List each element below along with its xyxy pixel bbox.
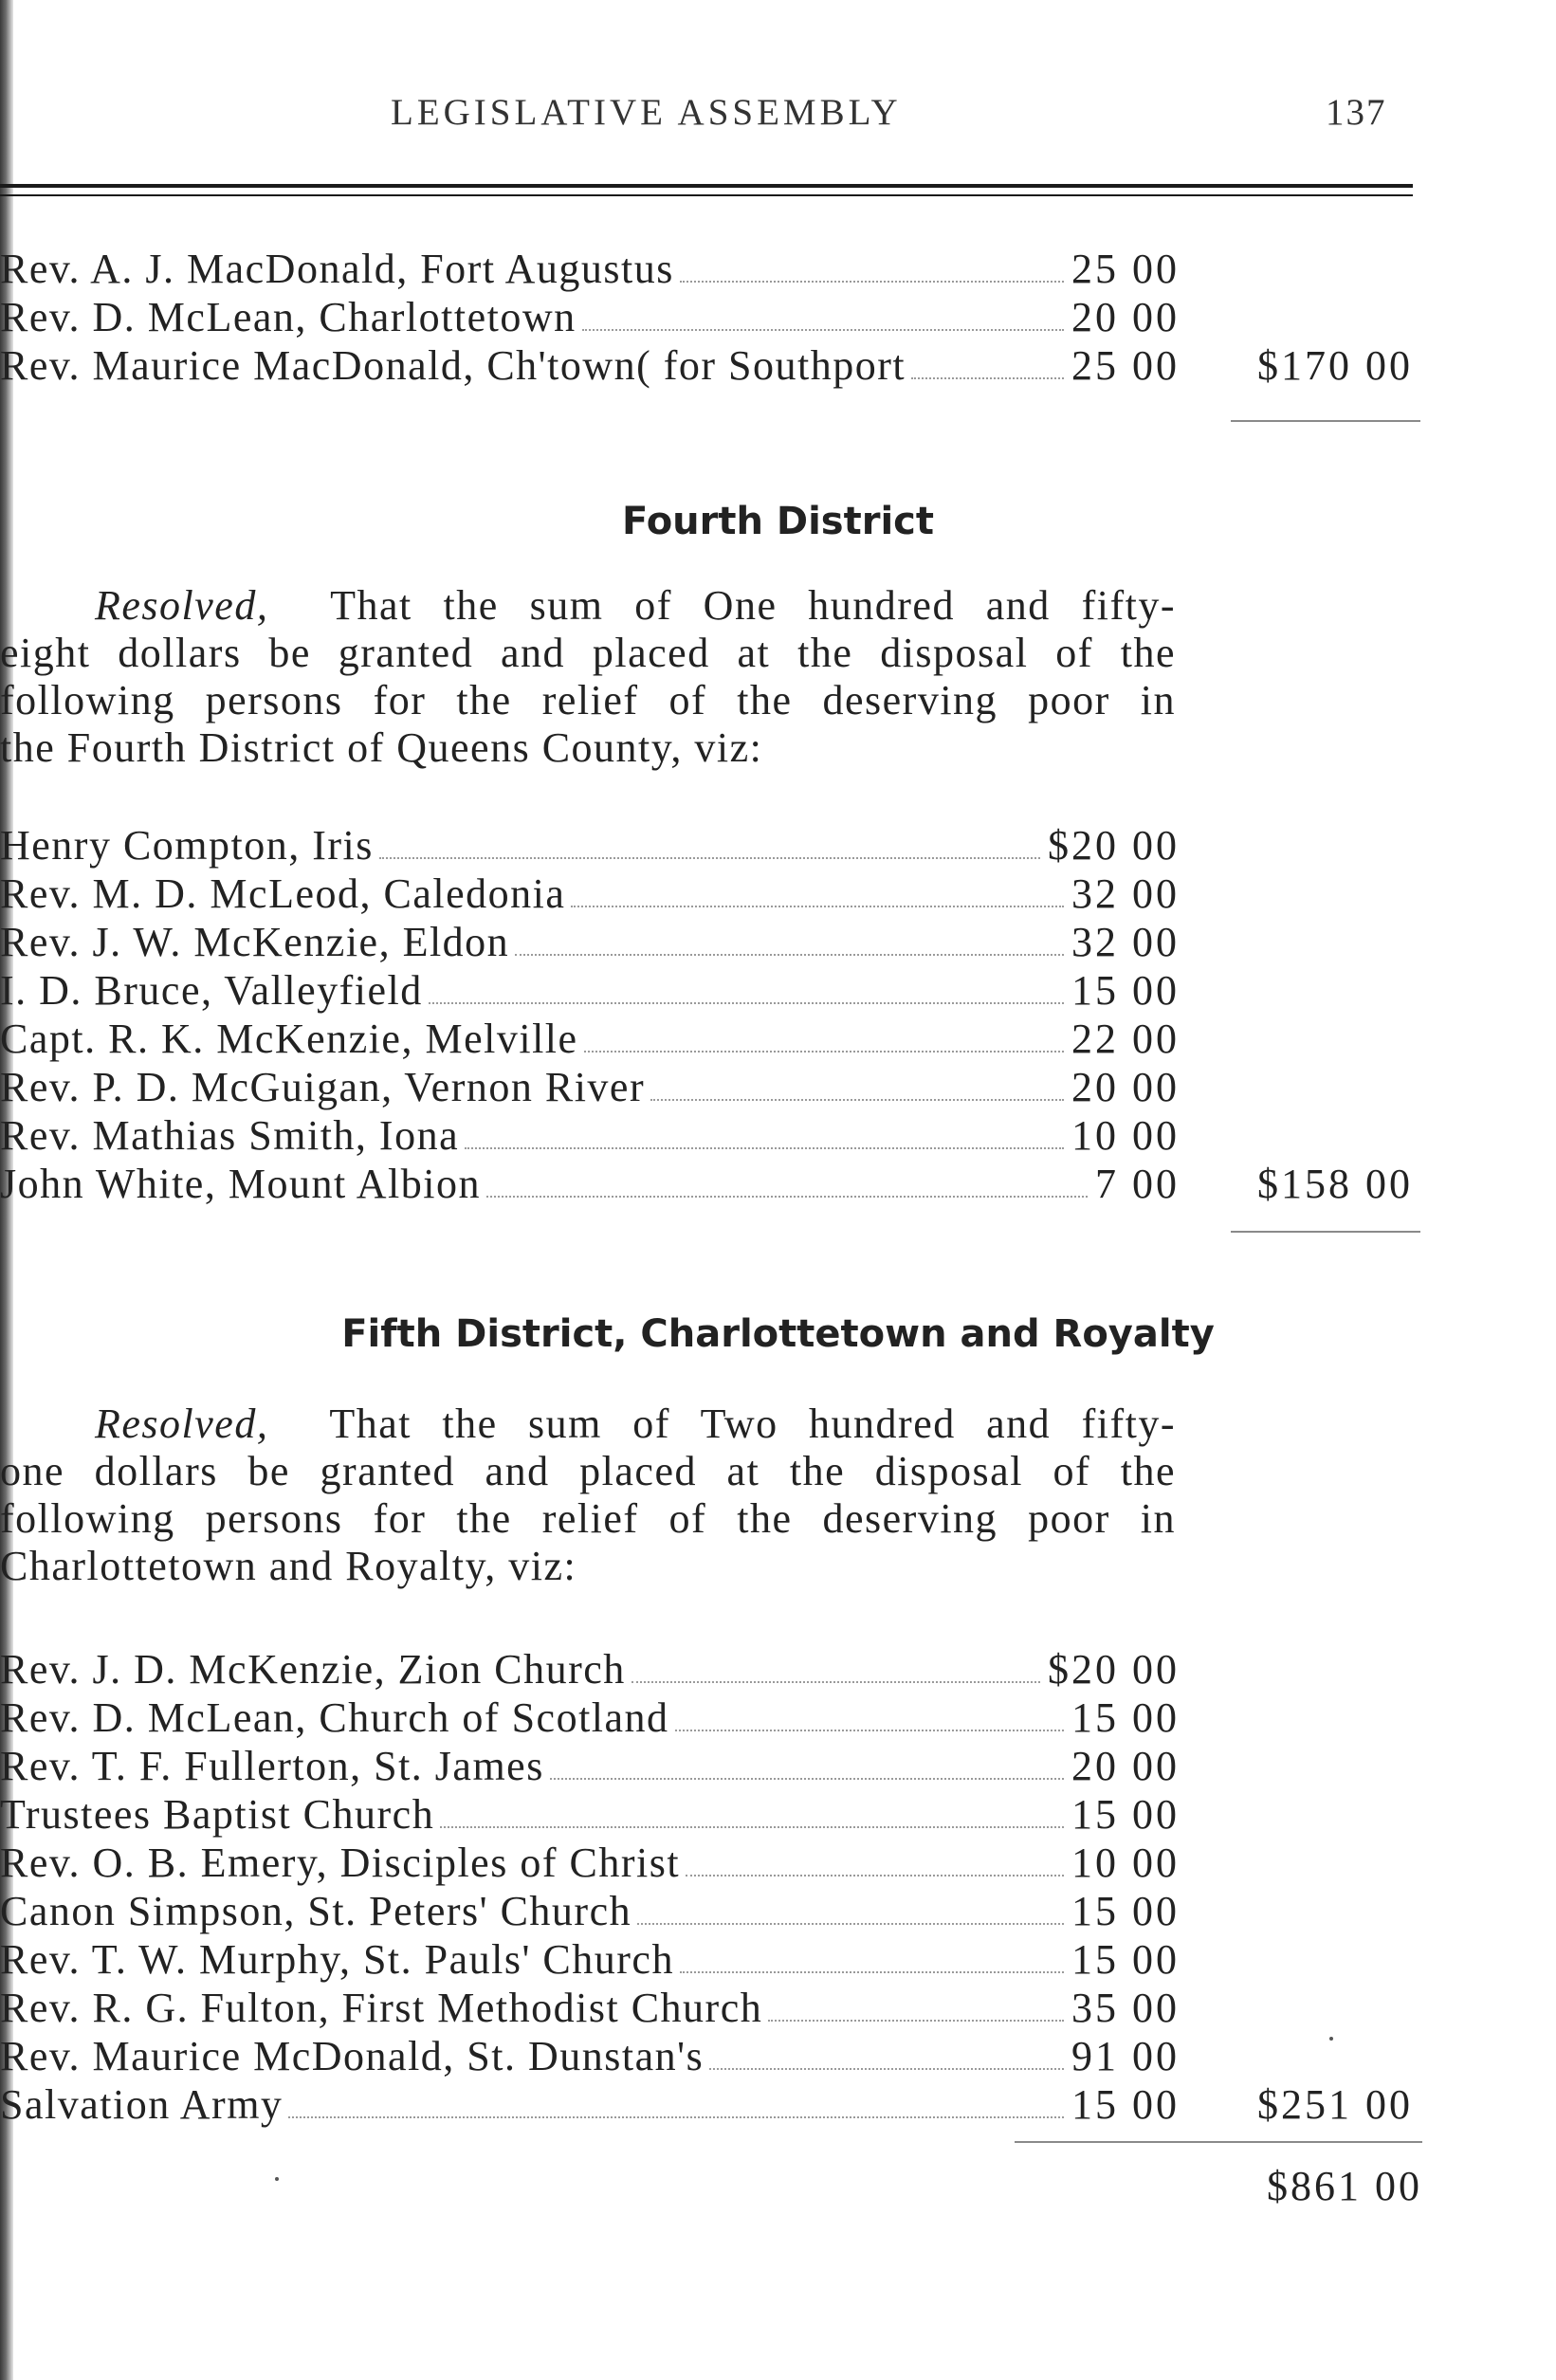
resolution-label: Resolved, (95, 582, 269, 629)
entry-amount: 22 00 (1071, 1016, 1180, 1062)
entry-amount: 91 00 (1071, 2033, 1180, 2079)
entry-name: Rev. R. G. Fulton, First Methodist Church (0, 1985, 763, 2031)
dot-leader (288, 2116, 1064, 2118)
dot-leader (650, 1099, 1064, 1101)
entry-amount: 32 00 (1071, 919, 1180, 965)
continued-entry-row (0, 245, 1556, 293)
entry-amount: 15 00 (1071, 1791, 1180, 1838)
entry-amount: 15 00 (1071, 1888, 1180, 1934)
dot-leader (486, 1196, 1088, 1198)
dot-leader (379, 857, 1040, 859)
fourth-district-resolution (0, 582, 1176, 772)
resolution-label: Resolved, (95, 1401, 269, 1447)
entry-name: Rev. P. D. McGuigan, Vernon River (0, 1064, 646, 1110)
continued-entry-row (0, 293, 1556, 341)
resolution-line: following persons for the relief of the deserving poor in (0, 677, 1176, 723)
entry-name: Canon Simpson, St. Peters' Church (0, 1888, 632, 1934)
fourth-district-entry-row (0, 870, 1556, 918)
print-speck (1329, 2037, 1333, 2041)
fourth-district-entry-row (0, 1015, 1556, 1063)
dot-leader (584, 1051, 1064, 1053)
page-number: 137 (1326, 92, 1387, 133)
resolution-line: following persons for the relief of the deserving poor in (0, 1495, 1176, 1542)
entry-amount: 25 00 (1071, 246, 1180, 292)
entry-name: Rev. T. F. Fullerton, St. James (0, 1743, 544, 1789)
entry-amount: 20 00 (1071, 1743, 1180, 1789)
district-subtotal: $170 00 (1257, 342, 1413, 389)
dot-leader (515, 954, 1064, 956)
fifth-district-entry-row (0, 1984, 1556, 2032)
fourth-district-entry-row (0, 1111, 1556, 1160)
fourth-district-entry-row (0, 821, 1556, 870)
fourth-district-entries-list (0, 821, 1556, 1208)
dot-leader (582, 329, 1064, 331)
entry-amount: 20 00 (1071, 1064, 1180, 1110)
resolution-line: one dollars be granted and placed at the disposal of the (0, 1448, 1176, 1494)
fourth-district-entry-row (0, 966, 1556, 1015)
fifth-district-entry-row (0, 1790, 1556, 1839)
entry-name: I. D. Bruce, Valleyfield (0, 967, 423, 1014)
resolution-line (0, 582, 1176, 630)
fourth-district-entry-row (0, 1160, 1556, 1208)
entry-name: Rev. D. McLean, Charlottetown (0, 294, 577, 340)
header-rule-thick (0, 184, 1413, 188)
resolution-line: eight dollars be granted and placed at the disposal of the (0, 630, 1176, 676)
entry-name: Rev. T. W. Murphy, St. Pauls' Church (0, 1936, 674, 1983)
resolution-line (0, 1401, 1176, 1448)
continued-entry-row (0, 341, 1556, 390)
fifth-district-entry-row (0, 2080, 1556, 2129)
print-speck (275, 2177, 279, 2181)
entry-name: Henry Compton, Iris (0, 822, 374, 869)
entry-amount: 15 00 (1071, 967, 1180, 1014)
dot-leader (429, 1002, 1064, 1004)
entry-amount: 15 00 (1071, 1694, 1180, 1741)
dot-leader (550, 1778, 1064, 1780)
fourth-district-entry-row (0, 918, 1556, 966)
entry-name: Rev. J. D. McKenzie, Zion Church (0, 1646, 626, 1693)
resolution-line: the Fourth District of Queens County, viz: (0, 724, 763, 771)
fifth-district-entry-row (0, 1839, 1556, 1887)
dot-leader (632, 1681, 1040, 1683)
entry-name: Rev. M. D. McLeod, Caledonia (0, 870, 566, 917)
entry-name: Rev. D. McLean, Church of Scotland (0, 1694, 669, 1741)
entry-amount: 15 00 (1071, 2081, 1180, 2128)
fifth-district-heading: Fifth District, Charlottetown and Royalty (341, 1312, 1215, 1356)
entry-amount: 10 00 (1071, 1840, 1180, 1886)
resolution-line: Charlottetown and Royalty, viz: (0, 1543, 577, 1589)
fourth-district-heading: Fourth District (621, 500, 935, 543)
entry-name: Rev. Maurice MacDonald, Ch'town( for Southport (0, 342, 906, 389)
entry-name: Salvation Army (0, 2081, 284, 2128)
entry-amount: 20 00 (1071, 294, 1180, 340)
fourth-district-entry-row (0, 1063, 1556, 1111)
running-title: LEGISLATIVE ASSEMBLY (391, 92, 902, 133)
entry-name: Rev. J. W. McKenzie, Eldon (0, 919, 510, 965)
entry-name: John White, Mount Albion (0, 1161, 481, 1207)
entry-amount: $20 00 (1048, 1646, 1180, 1693)
fifth-district-entry-row (0, 1645, 1556, 1693)
entry-amount: 15 00 (1071, 1936, 1180, 1983)
running-header (0, 91, 1556, 148)
fifth-district-entries-list (0, 1645, 1556, 2129)
resolution-text: That the sum of One hundred and fifty- (330, 582, 1176, 629)
dot-leader (571, 906, 1064, 907)
entry-amount: 35 00 (1071, 1985, 1180, 2031)
entry-name: Capt. R. K. McKenzie, Melville (0, 1016, 578, 1062)
subtotal-rule (1231, 1231, 1420, 1233)
district-subtotal: $251 00 (1257, 2081, 1413, 2128)
fifth-district-resolution (0, 1401, 1176, 1590)
fifth-district-entry-row (0, 1693, 1556, 1742)
entry-amount: $20 00 (1048, 822, 1180, 869)
dot-leader (440, 1826, 1064, 1828)
entry-amount: 10 00 (1071, 1112, 1180, 1159)
resolution-text: That the sum of Two hundred and fifty- (329, 1401, 1176, 1447)
entry-name: Rev. Maurice McDonald, St. Dunstan's (0, 2033, 705, 2079)
fifth-district-entry-row (0, 2032, 1556, 2080)
fifth-district-entry-row (0, 1742, 1556, 1790)
entry-amount: 25 00 (1071, 342, 1180, 389)
entry-amount: 7 00 (1095, 1161, 1180, 1207)
subtotal-rule (1231, 420, 1420, 422)
grand-total: $861 00 (1267, 2163, 1422, 2209)
district-subtotal: $158 00 (1257, 1161, 1413, 1207)
entry-amount: 32 00 (1071, 870, 1180, 917)
entry-name: Rev. A. J. MacDonald, Fort Augustus (0, 246, 674, 292)
entry-name: Rev. Mathias Smith, Iona (0, 1112, 460, 1159)
fifth-district-entry-row (0, 1887, 1556, 1935)
continued-entries-list (0, 245, 1556, 390)
entry-name: Rev. O. B. Emery, Disciples of Christ (0, 1840, 681, 1886)
dot-leader (465, 1147, 1064, 1149)
entry-name: Trustees Baptist Church (0, 1791, 435, 1838)
header-rule-thin (0, 194, 1413, 196)
grand-total-rule (1015, 2141, 1422, 2143)
dot-leader (637, 1923, 1064, 1925)
fifth-district-entry-row (0, 1935, 1556, 1984)
